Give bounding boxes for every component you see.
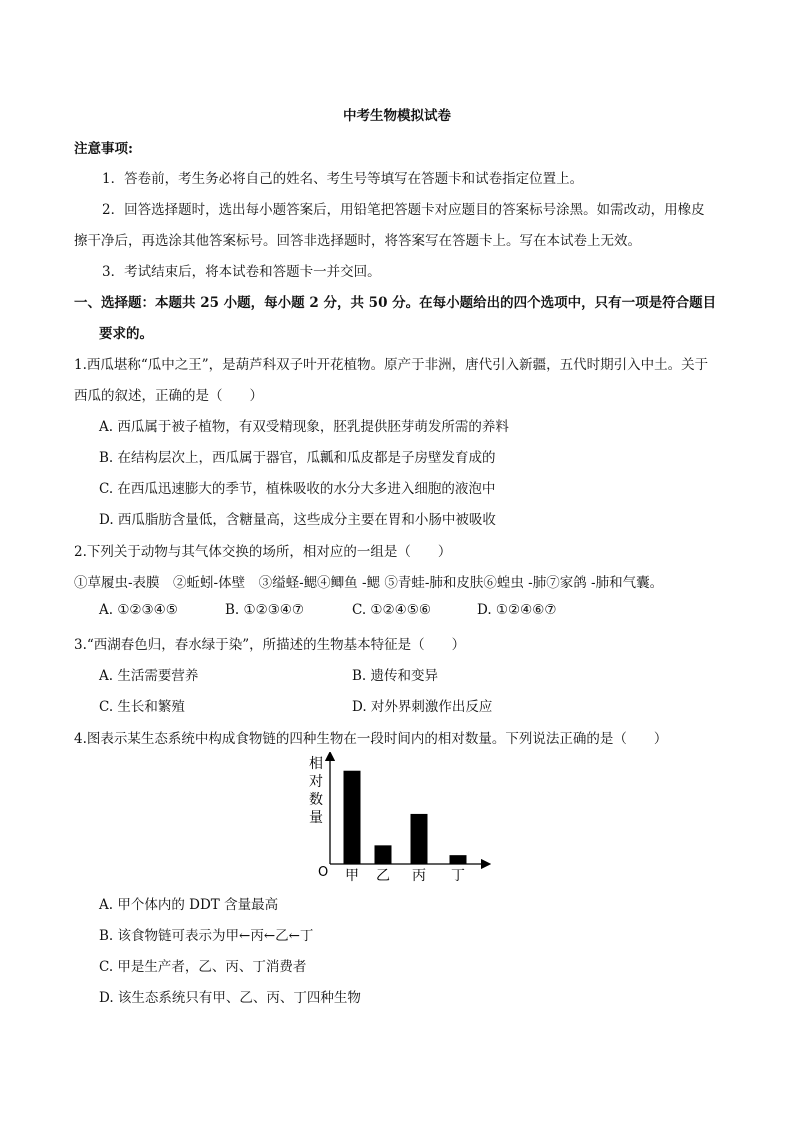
q1-stem-line-1: 1.西瓜堪称“瓜中之王”，是葫芦科双子叶开花植物。原产于非洲，唐代引入新疆，五代时期引入中土。关于 [74, 357, 709, 373]
q1-option-b: B. 在结构层次上，西瓜属于器官，瓜瓤和瓜皮都是子房壁发育成的 [99, 450, 496, 466]
y-axis-label-char-2: 对 [309, 774, 323, 790]
q1-option-d: D. 西瓜脂肪含量低，含糖量高，这些成分主要在胃和小肠中被吸收 [99, 512, 496, 528]
q4-stem: 4.图表示某生态系统中构成食物链的四种生物在一段时间内的相对数量。下列说法正确的是（ ） [74, 731, 668, 747]
x-tick-label-4: 丁 [451, 868, 465, 884]
page-title: 中考生物模拟试卷 [343, 108, 451, 124]
q3-option-a: A. 生活需要营养 [99, 668, 199, 684]
q4-option-b: B. 该食物链可表示为甲←丙←乙←丁 [99, 928, 314, 944]
notice-item-2-line-1: 2．回答选择题时，选出每小题答案后，用铅笔把答题卡对应题目的答案标号涂黑。如需改动，用橡皮 [102, 202, 705, 218]
bars [344, 771, 467, 864]
q4-option-a: A. 甲个体内的 DDT 含量最高 [99, 897, 279, 913]
notice-item-1: 1．答卷前，考生务必将自己的姓名、考生号等填写在答题卡和试卷指定位置上。 [102, 171, 584, 187]
q3-option-c: C. 生长和繁殖 [99, 699, 185, 715]
q3-option-b: B. 遗传和变异 [352, 668, 439, 684]
q2-option-b: B. ①②③④⑦ [225, 602, 305, 618]
x-tick-label-1: 甲 [345, 868, 359, 884]
notice-heading: 注意事项: [74, 141, 133, 157]
q2-stem: 2.下列关于动物与其气体交换的场所，相对应的一组是（ ） [74, 544, 452, 560]
notice-item-2-line-2: 擦干净后，再选涂其他答案标号。回答非选择题时，将答案写在答题卡上。写在本试卷上无效。 [74, 233, 641, 249]
q1-option-c: C. 在西瓜迅速膨大的季节，植株吸收的水分大多进入细胞的液泡中 [99, 481, 496, 497]
bar-4 [450, 855, 467, 864]
q4-bar-chart [300, 752, 500, 884]
q4-option-d: D. 该生态系统只有甲、乙、丙、丁四种生物 [99, 990, 361, 1006]
q2-items: ①草履虫-表膜 ②蚯蚓-体壁 ③缢蛏-鳃④鲫鱼 -鳃 ⑤青蛙-肺和皮肤⑥蝗虫 -肺⑦家鸽 -肺和气囊。 [74, 575, 664, 591]
q1-stem-line-2: 西瓜的叙述，正确的是（ ） [74, 388, 263, 404]
x-tick-label-3: 丙 [412, 868, 426, 884]
y-axis-label-char-3: 数 [309, 792, 323, 808]
origin-label: O [318, 865, 329, 880]
x-tick-label-2: 乙 [376, 868, 390, 884]
section-heading-line-2: 要求的。 [99, 326, 153, 342]
y-axis-label [309, 755, 323, 826]
x-tick-labels [345, 868, 465, 884]
q1-option-a: A. 西瓜属于被子植物，有双受精现象，胚乳提供胚芽萌发所需的养料 [99, 419, 509, 435]
q4-option-c: C. 甲是生产者，乙、丙、丁消费者 [99, 959, 307, 975]
q3-stem: 3.“西湖春色归，春水绿于染”，所描述的生物基本特征是（ ） [74, 637, 466, 653]
section-heading-line-1: 一、选择题：本题共 25 小题，每小题 2 分，共 50 分。在每小题给出的四个选项中，只有一项是符合题目 [74, 295, 717, 311]
q2-option-d: D. ①②④⑥⑦ [477, 602, 557, 618]
q2-option-a: A. ①②③④⑤ [99, 602, 178, 618]
bar-2 [375, 845, 392, 864]
bar-3 [411, 814, 428, 864]
y-axis-label-char-1: 相 [309, 756, 323, 772]
y-axis-label-char-4: 量 [309, 810, 323, 826]
q3-option-d: D. 对外界刺激作出反应 [352, 699, 493, 715]
q2-option-c: C. ①②④⑤⑥ [352, 602, 431, 618]
bar-1 [344, 771, 361, 864]
notice-item-3: 3．考试结束后，将本试卷和答题卡一并交回。 [102, 264, 381, 280]
